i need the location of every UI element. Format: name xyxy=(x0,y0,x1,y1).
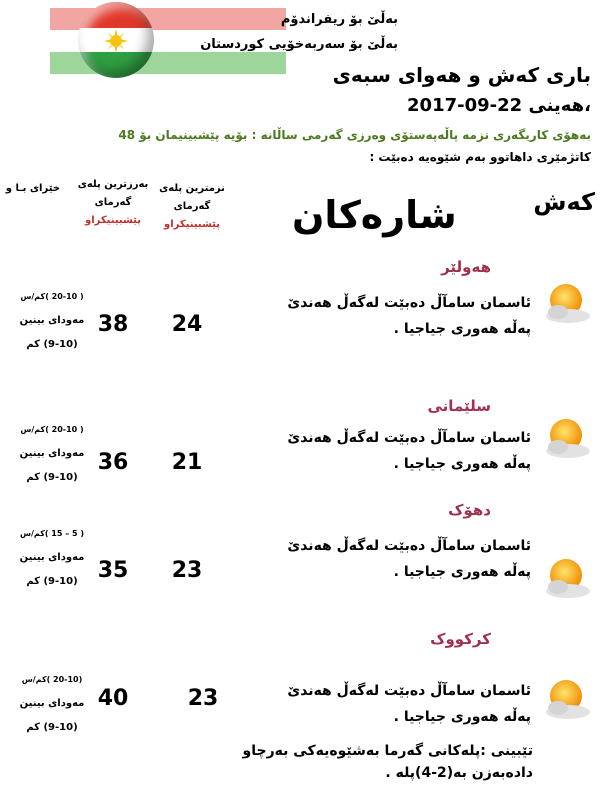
weather-description-line1: ئاسمان سامآڵ دەبێت لەگەڵ هەندێ xyxy=(287,538,531,554)
visibility-label: مەودای بینین xyxy=(19,698,85,709)
city-name: کرکووک xyxy=(430,630,491,648)
weather-description-line1: ئاسمان سامآڵ دەبێت لەگەڵ هەندێ xyxy=(287,683,531,699)
max-temp: 35 xyxy=(97,558,129,583)
column-max-line3: پێشبینیکراو xyxy=(84,215,142,226)
visibility-label: مەودای بینین xyxy=(19,315,85,326)
kurdistan-flag-icon xyxy=(78,2,154,78)
weather-description-line2: پەڵە هەوری جیاجیا . xyxy=(393,709,531,725)
wind-visibility xyxy=(12,418,92,490)
column-max-line2: گەرمای xyxy=(94,197,132,208)
wind-speed: (20-10 )کم/س xyxy=(21,675,83,684)
weather-description-line2: پەڵە هەوری جیاجیا . xyxy=(393,321,531,337)
weather-description xyxy=(211,533,531,585)
max-temp: 40 xyxy=(97,686,129,711)
column-weather: کەش xyxy=(533,188,595,216)
sun-cloud-icon xyxy=(538,413,598,463)
column-min-line3: پێشبینیکراو xyxy=(163,219,221,230)
weather-description-line1: ئاسمان سامآڵ دەبێت لەگەڵ هەندێ xyxy=(287,295,531,311)
weather-description xyxy=(211,678,531,730)
column-cities: شارەکان xyxy=(292,193,457,237)
column-max-temp xyxy=(68,176,158,230)
wind-speed: ( 5 – 15 )کم/س xyxy=(19,529,85,538)
sun-emblem-icon xyxy=(104,29,128,53)
hours-note: کاتژمێری داهاتوو بەم شێوەیە دەبێت : xyxy=(369,150,591,164)
city-name: سلێمانی xyxy=(427,397,491,415)
wind-visibility xyxy=(12,522,92,594)
agency-note: بەهۆی کاریگەری نزمە پاڵەپەستۆی وەرزی گەرمی ساڵانە : بۆیە پێشبینیمان بۆ 48 xyxy=(118,128,591,142)
slogan-independence: بەڵێ بۆ سەربەخۆیی کوردستان xyxy=(200,37,398,52)
slogan-referendum: بەڵێ بۆ ریفراندۆم xyxy=(280,12,398,27)
column-min-line1: نزمترین پلەی xyxy=(159,183,225,194)
page-title: باری کەش و هەوای سبەی xyxy=(332,63,591,87)
footnote xyxy=(193,740,533,784)
weather-description-line1: ئاسمان سامآڵ دەبێت لەگەڵ هەندێ xyxy=(287,430,531,446)
wind-visibility xyxy=(12,285,92,357)
min-temp: 23 xyxy=(187,686,219,711)
visibility-range: (9-10) کم xyxy=(26,576,78,587)
min-temp: 23 xyxy=(171,558,203,583)
min-temp: 21 xyxy=(171,450,203,475)
visibility-range: (9-10) کم xyxy=(26,339,78,350)
city-name: دهۆک xyxy=(448,501,491,519)
visibility-label: مەودای بینین xyxy=(19,448,85,459)
visibility-range: (9-10) کم xyxy=(26,722,78,733)
sun-cloud-icon xyxy=(538,278,598,328)
sun-cloud-icon xyxy=(538,553,598,603)
column-max-line1: بەرزترین پلەی xyxy=(77,179,149,190)
max-temp: 38 xyxy=(97,312,129,337)
min-temp: 24 xyxy=(171,312,203,337)
column-min-line2: گەرمای xyxy=(173,201,211,212)
max-temp: 36 xyxy=(97,450,129,475)
wind-speed: ( 20-10 )کم/س xyxy=(20,292,84,301)
weather-description-line2: پەڵە هەوری جیاجیا . xyxy=(393,456,531,472)
wind-speed: ( 20-10 )کم/س xyxy=(20,425,84,434)
forecast-date-value: 2017-09-22 xyxy=(407,95,523,116)
sun-cloud-icon xyxy=(538,674,598,724)
forecast-day: ،هەینی xyxy=(528,95,591,116)
weather-description-line2: پەڵە هەوری جیاجیا . xyxy=(393,564,531,580)
city-name: هەولێر xyxy=(441,258,491,276)
footnote-line2: دادەبەزن بە(2-4)پلە . xyxy=(385,765,533,781)
visibility-range: (9-10) کم xyxy=(26,472,78,483)
weather-description xyxy=(211,290,531,342)
forecast-date xyxy=(407,95,591,116)
footnote-line1: تێبینی :پلەکانی گەرما بەشێوەیەکی بەرچاو xyxy=(242,743,533,759)
wind-visibility xyxy=(12,668,92,740)
column-min-temp xyxy=(147,180,237,234)
column-wind: خێرای بـا و xyxy=(5,183,60,194)
weather-description xyxy=(211,425,531,477)
visibility-label: مەودای بینین xyxy=(19,552,85,563)
